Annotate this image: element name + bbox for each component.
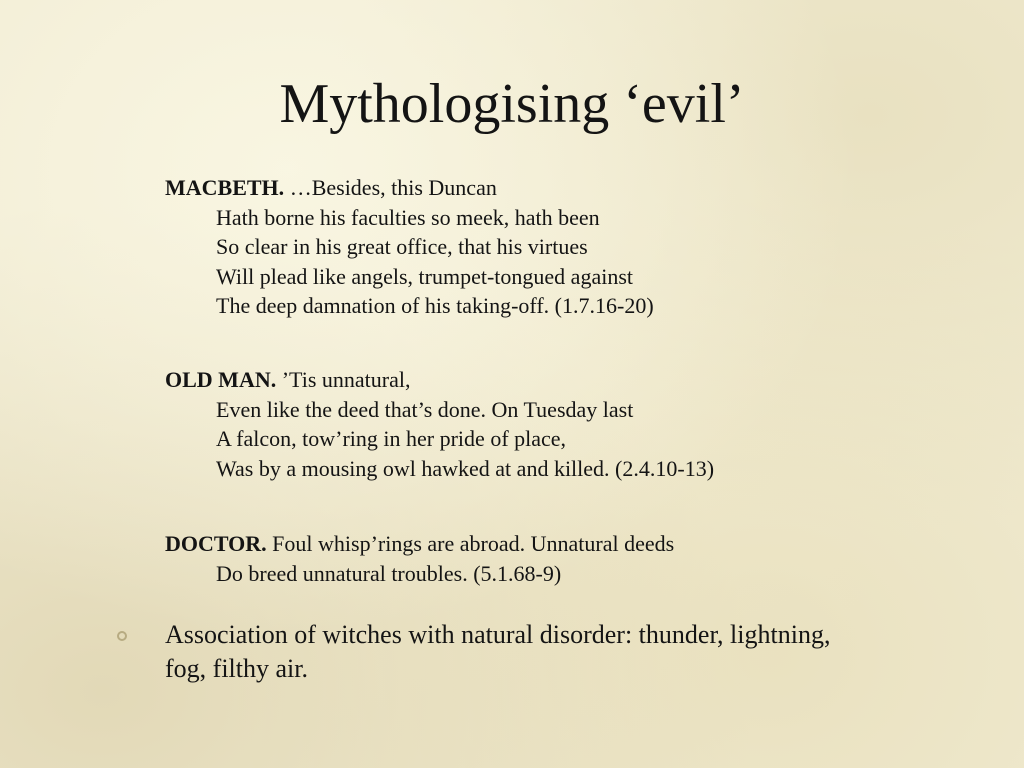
quote-first-line — [165, 365, 965, 395]
quotes-block — [165, 173, 965, 586]
quote-old-man — [165, 365, 965, 483]
quote-text: ’Tis unnatural, — [276, 367, 411, 392]
quote-line: Was by a mousing owl hawked at and killed. (2.4.10-13) — [216, 455, 715, 481]
quote-text: …Besides, this Duncan — [284, 175, 497, 200]
quote-doctor — [165, 529, 965, 588]
quote-line: Even like the deed that’s done. On Tuesday last — [216, 396, 634, 422]
quote-first-line — [165, 173, 965, 203]
speaker-name: DOCTOR. — [165, 531, 267, 556]
quote-line: Hath borne his faculties so meek, hath been — [216, 204, 600, 230]
slide-title: Mythologising ‘evil’ — [279, 73, 745, 135]
quote-first-line — [165, 529, 965, 559]
quote-macbeth — [165, 173, 965, 321]
quote-line: So clear in his great office, that his virtues — [216, 234, 588, 259]
speaker-name: OLD MAN. — [165, 367, 277, 392]
speaker-name: MACBETH. — [165, 175, 285, 200]
hollow-circle-bullet-icon — [117, 631, 127, 641]
quote-line: A falcon, tow’ring in her pride of place, — [216, 426, 567, 451]
bullet-text: Association of witches with natural disorder: thunder, lightning, fog, filthy air. — [165, 620, 831, 683]
quote-line: Do breed unnatural troubles. (5.1.68-9) — [216, 560, 562, 586]
quote-line: Will plead like angels, trumpet-tongued against — [216, 263, 634, 289]
quote-text: Foul whisp’rings are abroad. Unnatural deeds — [266, 531, 675, 556]
quote-line: The deep damnation of his taking-off. (1.7.16-20) — [216, 293, 654, 318]
